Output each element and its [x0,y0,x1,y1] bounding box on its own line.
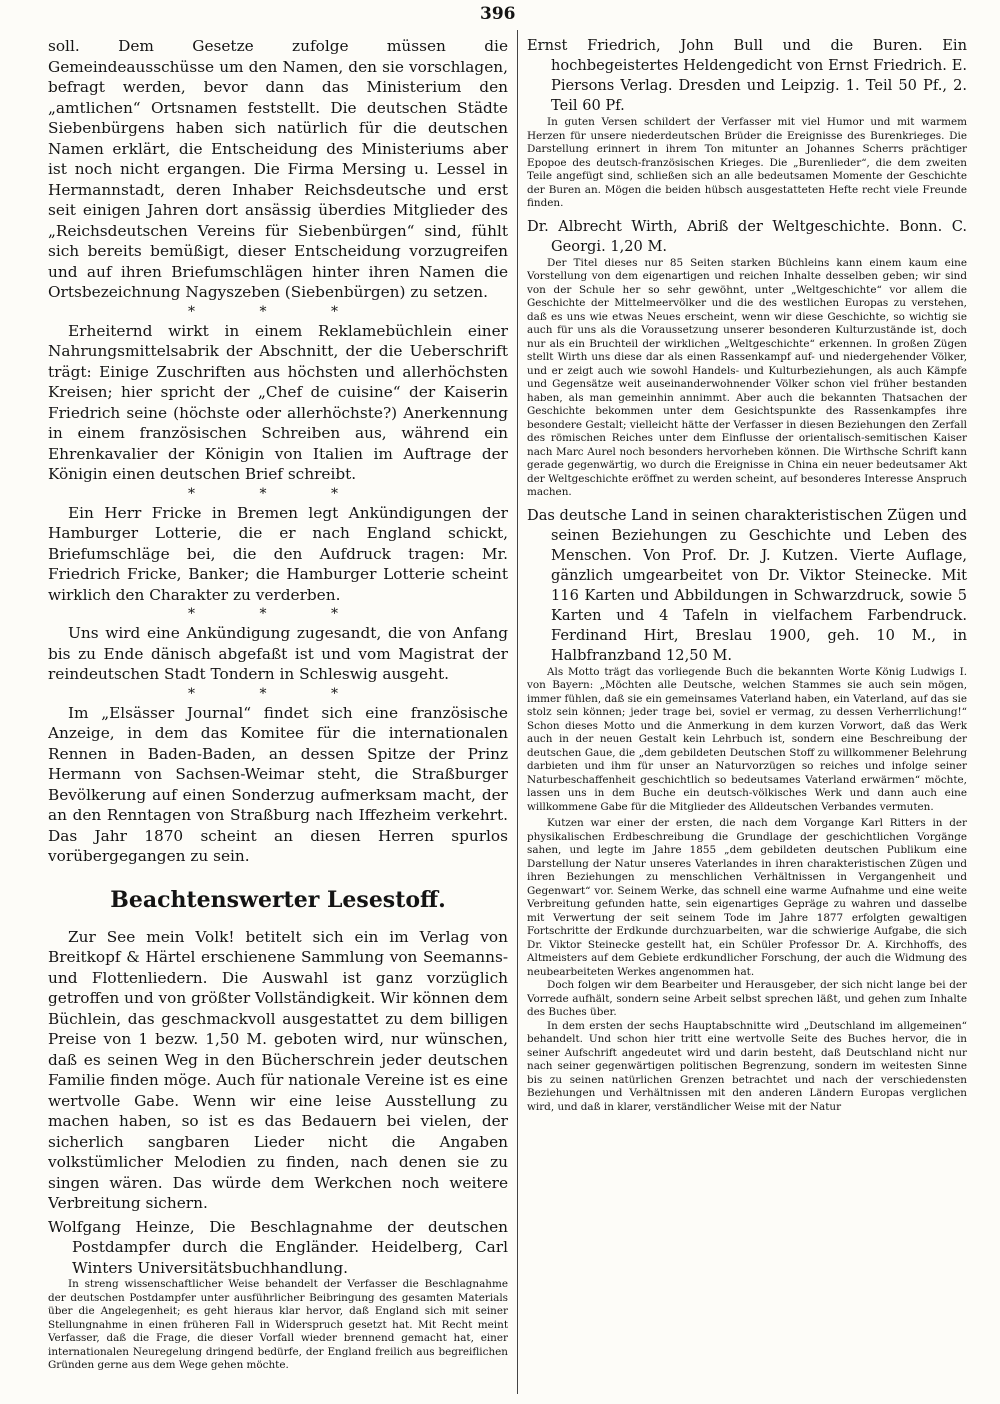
review-paragraph: Als Motto trägt das vorliegende Buch die bekannten Worte König Ludwigs I. von Bayern: „Möchten alle Deutsche, welchen Stammes sie auch sein mögen, immer fühlen, daß sie ein gemeinsames Vaterland haben, ein Vaterland, auf das sie stolz sein können; jeder trage bei, soviel er vermag, zu dessen Verherrlichung!“ Schon dieses Motto und die Anmerkung in dem kurzen Vorwort, daß das Werk auch in der neuen Gestalt kein Lehrbuch ist, sondern eine Beschreibung der deutschen Gaue, die „dem gebildeten Deutschen Stoff zu willkommener Belehrung darbieten und ihm für unser an Naturvorzügen so reiches und infolge seiner Naturbeschaffenheit geschichtlich so bedeutsames Vaterland erwärmen“ möchte, lassen uns in dem Buche ein deutsch-völkisches Werk und dann auch eine willkommene Gabe für die Mitglieder des Alldeutschen Verbandes vermuten. [527,665,967,813]
separator-stars: * * * [188,485,368,502]
article-paragraph: Ein Herr Fricke in Bremen legt Ankündigungen der Hamburger Lotterie, die er nach England schickt, Briefumschläge bei, die den Aufdruck tragen: Mr. Friedrich Fricke, Banker; die Hamburger Lotterie scheint wirklich den Charakter zu verderben. [48,503,508,604]
article-paragraph: Im „Elsässer Journal“ findet sich eine französische Anzeige, in dem das Komitee für die internationalen Rennen in Baden-Baden, an dessen Spitze der Prinz Hermann von Sachsen-Weimar steht, die Straßburger Bevölkerung auf einen Sonderzug aufmerksam macht, der an den Renntagen von Straßburg nach Iffezheim verkehrt. Das Jahr 1870 scheint an diesen Herren spurlos vorübergegangen zu sein. [48,703,508,865]
article-paragraph: Erheiternd wirkt in einem Reklamebüchlein einer Nahrungsmittelsabrik der Abschnitt, der die Ueberschrift trägt: Einige Zuschriften aus höchsten und allerhöchsten Kreisen; hier spricht der „Chef de cuisine“ der Kaiserin Friedrich seine (höchste oder allerhöchste?) Anerkennung in einem französischen Schreiben aus, während ein Ehrenkavalier der Königin von Italien im Auftrage der Königin einen deutschen Brief schreibt. [48,321,508,483]
book-entry: Dr. Albrecht Wirth, Abriß der Weltgeschichte. Bonn. C. Georgi. 1,20 M. [527,217,967,255]
separator-stars: * * * [188,685,368,702]
review-paragraph: In dem ersten der sechs Hauptabschnitte wird „Deutschland im allgemeinen“ behandelt. Und schon hier tritt eine wertvolle Seite des Buches hervor, die in seiner Aufschrift angedeutet wird und darin besteht, daß Deutschland nicht nur nach seiner gegenwärtigen politischen Begrenzung, sondern im weitesten Sinne bis zu seinen natürlichen Grenzen betrachtet und nach der verschiedensten Beziehungen und Verhältnissen mit den anderen Ländern Europas verglichen wird, und daß in klarer, verständlicher Weise mit der Natur [527,1019,967,1113]
column-rule [517,30,518,1394]
review-paragraph: In streng wissenschaftlicher Weise behandelt der Verfasser die Beschlagnahme der deutschen Postdampfer unter ausführlicher Beibringung des gesamten Materials über die Angelegenheit; es geht hieraus klar hervor, daß England sich mit seiner Stellungnahme in einen früheren Fall in Widerspruch gesetzt hat. Mit Recht meint Verfasser, daß die Frage, die dieser Vorfall wieder brennend gemacht hat, einer internationalen Neuregelung dringend bedürfe, der England freilich aus begreiflichen Gründen gerne aus dem Wege gehen möchte. [48,1278,508,1371]
review-paragraph: Der Titel dieses nur 85 Seiten starken Büchleins kann einem kaum eine Vorstellung von dem eigenartigen und reichen Inhalte desselben geben; wir sind von der Schule her so sehr gewöhnt, unter „Weltgeschichte“ vor allem die Geschichte der Mittelmeervölker und die des westlichen Europas zu verstehen, daß es uns wie etwas Neues erscheint, wenn wir diese Geschichte, so wichtig sie auch für uns als die Voraussetzung unserer besonderen Kulturzustände ist, doch nur als ein Bruchteil der wirklichen „Weltgeschichte“ erkennen. In großen Zügen stellt Wirth uns diese dar als einen Rassenkampf auf- und niedergehender Völker, und er zeigt auch wie sowohl Handels- und Kulturbeziehungen, als auch Kämpfe und Gegensätze weit auseinanderwohnender Völker schon viel früher bestanden haben, als man gemeinhin annimmt. Aber auch die bekannten Thatsachen der Geschichte bekommen unter dem Gesichtspunkte des Rassenkampfes ihre besondere Gestalt; vielleicht hätte der Verfasser in diesen Beziehungen den Zerfall des römischen Reiches unter dem Einflusse der orientalisch-semitischen Kaiser nach Marc Aurel noch besonders hervorheben können. Die Wirthsche Schrift kann gerade gegenwärtig, wo durch die Ereignisse in China ein neuer bedeutsamer Akt der Weltgeschichte eröffnet zu werden scheint, auf besonderes Interesse Anspruch machen. [527,256,967,498]
review-paragraph: Kutzen war einer der ersten, die nach dem Vorgange Karl Ritters in der physikalischen Erdbeschreibung die Grundlage der geschichtlichen Vorgänge sahen, und legte im Jahre 1855 „dem gebildeten deutschen Publikum eine Darstellung der Natur unseres Vaterlandes in ihren charakteristischen Zügen und ihren Beziehungen zu menschlichen Verhältnissen in Vergangenheit und Gegenwart“ vor. Seinem Werke, das schnell eine warme Aufnahme und eine weite Verbreitung gefunden hatte, sein eigenartiges Gepräge zu wahren und dasselbe mit Verwertung der seit seinem Tode im Jahre 1877 erfolgten gewaltigen Fortschritte der Erdkunde durchzuarbeiten, war die schwierige Aufgabe, die sich Dr. Viktor Steinecke gestellt hat, ein Schüler Professor Dr. A. Kirchhoffs, des Altmeisters auf dem Gebiete erdkundlicher Forschung, der auch die Widmung des neubearbeiteten Werkes angenommen hat. [527,817,967,978]
section-heading: Beachtenswerter Lesestoff. [110,886,446,913]
page-number: 396 [480,4,516,24]
book-entry: Das deutsche Land in seinen charakteristischen Zügen und seinen Beziehungen zu Geschichte und Leben des Menschen. Von Prof. Dr. J. Kutzen. Vierte Auflage, gänzlich umgearbeitet von Dr. Viktor Steinecke. Mit 116 Karten und Abbildungen in Schwarzdruck, sowie 5 Karten und 4 Tafeln in vielfachem Farbendruck. Ferdinand Hirt, Breslau 1900, geh. 10 M., in Halbfranzband 12,50 M. [527,506,967,664]
review-paragraph: In guten Versen schildert der Verfasser mit viel Humor und mit warmem Herzen für unsere niederdeutschen Brüder die Ereignisse des Burenkrieges. Die Darstellung erinnert in ihrem Ton mitunter an Johannes Scherrs prächtiger Epopoe des deutsch-französischen Krieges. Die „Burenlieder“, die dem zweiten Teile angefügt sind, schließen sich an alle bedeutsamen Momente der Geschichte der Buren an. Mögen die beiden hübsch ausgestatteten Hefte recht viele Freunde finden. [527,116,967,209]
book-entry: Wolfgang Heinze, Die Beschlagnahme der deutschen Postdampfer durch die Engländer. Heidelberg, Carl Winters Universitätsbuchhandlung. [48,1217,508,1277]
book-entry: Ernst Friedrich, John Bull und die Buren. Ein hochbegeistertes Heldengedicht von Ernst Friedrich. E. Piersons Verlag. Dresden und Leipzig. 1. Teil 50 Pf., 2. Teil 60 Pf. [527,37,967,114]
right-column [527,36,967,1398]
separator-stars: * * * [188,303,368,320]
article-paragraph: soll. Dem Gesetze zufolge müssen die Gemeindeausschüsse um den Namen, den sie vorschlagen, befragt werden, bevor dann das Ministerium den „amtlichen“ Ortsnamen feststellt. Die deutschen Städte Siebenbürgens haben sich natürlich für die deutschen Namen erklärt, die Entscheidung des Ministeriums aber ist noch nicht ergangen. Die Firma Mersing u. Lessel in Hermannstadt, deren Inhaber Reichsdeutsche und erst seit einigen Jahren dort ansässig überdies Mitglieder des „Reichsdeutschen Vereins für Siebenbürgen“ sind, fühlt sich bereits bemüßigt, dieser Entscheidung vorzugreifen und auf ihren Briefumschlägen hinter ihren Namen die Ortsbezeichnung Nagyszeben (Siebenbürgen) zu setzen. [48,37,508,301]
separator-stars: * * * [188,606,368,622]
review-paragraph: Zur See mein Volk! betitelt sich ein im Verlag von Breitkopf & Härtel erschienene Sammlung von Seemanns- und Flottenliedern. Die Auswahl ist ganz vorzüglich getroffen und von größter Vollständigkeit. Wir können dem Büchlein, das geschmackvoll ausgestattet zu dem billigen Preise von 1 bezw. 1,50 M. geboten wird, nur wünschen, daß es seinen Weg in den Bücherschrein jeder deutschen Familie finden möge. Auch für nationale Vereine ist es eine wertvolle Gabe. Wenn wir eine leise Ausstellung zu machen haben, so ist es das Bedauern bei vielen, der sicherlich sangbaren Lieder nicht die Angaben volkstümlicher Melodien zu finden, nach denen sie zu singen wären. Das würde dem Werkchen noch weitere Verbreitung sichern. [48,927,508,1212]
review-paragraph: Doch folgen wir dem Bearbeiter und Herausgeber, der sich nicht lange bei der Vorrede aufhält, sondern seine Arbeit selbst sprechen läßt, und gehen zum Inhalte des Buches über. [527,979,967,1018]
left-column [48,36,508,1398]
article-paragraph: Uns wird eine Ankündigung zugesandt, die von Anfang bis zu Ende dänisch abgefaßt ist und vom Magistrat der reindeutschen Stadt Tondern in Schleswig ausgeht. [48,624,508,683]
